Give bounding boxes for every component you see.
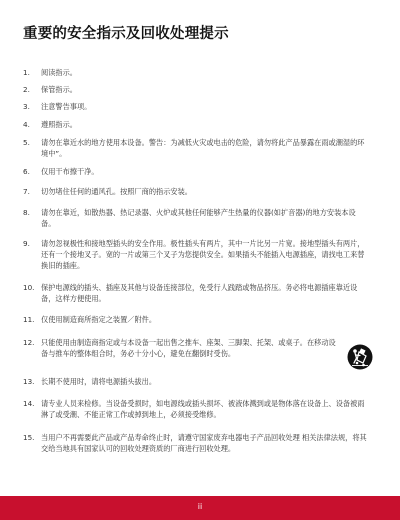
item-number: 13. — [23, 377, 35, 386]
item-text: 长期不使用时，请将电源插头拔出。 — [41, 377, 157, 386]
list-item — [23, 432, 373, 454]
list-item — [23, 282, 373, 304]
item-text: 仅用干布擦干净。 — [41, 167, 99, 176]
list-item — [23, 101, 373, 112]
item-text: 请勿忽视极性和接地型插头的安全作用。极性插头有两片，其中一片比另一片宽。接地型插头有两片，还有一个接地叉子。宽的一片或第三个叉子为您提供安全。如果插头不能插入电源插座，请找电工来替换旧的插座。 — [41, 239, 365, 270]
list-item — [23, 119, 373, 130]
item-text: 当用户不再需要此产品或产品寿命终止时，请遵守国家废弃电器电子产品回收处理 相关法律法规，将其交给当地具有国家认可的回收处理资质的厂商进行回收处理。 — [41, 433, 367, 453]
item-text: 遵照指示。 — [41, 120, 77, 129]
item-number: 11. — [23, 315, 35, 324]
list-item — [23, 84, 373, 95]
item-number: 7. — [23, 187, 30, 196]
list-item — [23, 137, 373, 159]
list-item — [23, 67, 373, 78]
item-number: 2. — [23, 85, 30, 94]
item-text: 请勿在靠近，如散热器、热记录器、火炉或其他任何能够产生热量的仪器(如扩音器)的地方安装本设备。 — [41, 208, 356, 228]
item-number: 4. — [23, 120, 30, 129]
cart-tip-over-warning-icon — [347, 344, 373, 370]
item-text: 请专业人员来检修。当设备受损时，如电源线或插头损坏、被液体溅到或是物体落在设备上、设备被雨淋了或受潮、不能正常工作或掉到地上，必须接受维修。 — [41, 399, 365, 419]
list-item — [23, 337, 373, 359]
page-title: 重要的安全指示及回收处理提示 — [23, 26, 229, 42]
item-text: 保管指示。 — [41, 85, 77, 94]
list-item — [23, 376, 373, 387]
footer-bar — [0, 496, 400, 520]
item-number: 9. — [23, 239, 30, 248]
item-text: 仅使用制造商所指定之装置／附件。 — [41, 315, 157, 324]
item-number: 5. — [23, 138, 30, 147]
item-number: 3. — [23, 102, 30, 111]
item-text: 切勿堵住任何的通风孔。按照厂商的指示安装。 — [41, 187, 192, 196]
item-text: 阅读指示。 — [41, 68, 77, 77]
item-text: 保护电源线的插头、插座及其他与设备连接部位，免受行人践踏或物品挤压。务必将电源插座靠近设备，这样方便使用。 — [41, 283, 358, 303]
item-text: 注意警告事项。 — [41, 102, 92, 111]
list-item — [23, 314, 373, 325]
item-text: 请勿在靠近水的地方使用本设备。警告：为减低火灾或电击的危险，请勿将此产品暴露在雨或潮湿的环境中”。 — [41, 138, 365, 158]
list-item — [23, 238, 373, 271]
list-item — [23, 398, 373, 420]
item-number: 6. — [23, 167, 30, 176]
list-item — [23, 166, 373, 177]
page-number: ii — [197, 502, 203, 511]
item-number: 15. — [23, 433, 35, 442]
item-text: 只能使用由制造商指定或与本设备一起出售之推车、座架、三脚架、托架、或桌子。在移动设备与推车的整体组合时，务必十分小心，避免在翻倒时受伤。 — [41, 338, 336, 358]
item-number: 12. — [23, 338, 35, 347]
item-number: 1. — [23, 68, 30, 77]
list-item — [23, 207, 373, 229]
item-number: 10. — [23, 283, 35, 292]
item-number: 14. — [23, 399, 35, 408]
item-number: 8. — [23, 208, 30, 217]
list-item — [23, 186, 373, 197]
